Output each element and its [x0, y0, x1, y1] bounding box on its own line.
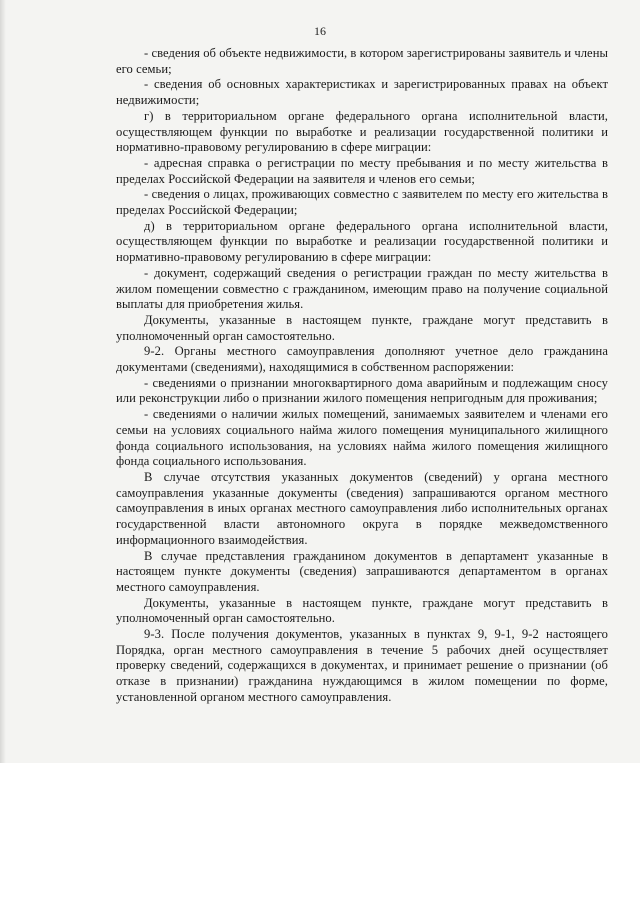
paragraph-1: - сведения об объекте недвижимости, в котором зарегистрированы заявитель и члены его семьи;: [116, 46, 608, 76]
body-text: [116, 46, 608, 706]
paragraph-6: д) в территориальном органе федерального органа исполнительной власти, осуществляющем функции по выработке и реализации государственной политики и нормативно-правовому регулированию в сфере миграции:: [116, 218, 608, 265]
paragraph-3: г) в территориальном органе федерального органа исполнительной власти, осуществляющем функции по выработке и реализации государственной политики и нормативно-правовому регулированию в сфере миграции:: [116, 108, 608, 155]
paragraph-10: - сведениями о признании многоквартирного дома аварийным и подлежащим сносу или реконструкции либо о признании жилого помещения непригодным для проживания;: [116, 375, 608, 406]
paragraph-7: - документ, содержащий сведения о регистрации граждан по месту жительства в жилом помещении совместно с гражданином, имеющим право на получение социальной выплаты для приобретения жилья.: [116, 265, 608, 312]
paragraph-15: 9-3. После получения документов, указанных в пунктах 9, 9-1, 9-2 настоящего Порядка, орган местного самоуправления в течение 5 рабочих дней осуществляет проверку сведений, содержащихся в документах, и принимает решение о признании (об отказе в признании) гражданина нуждающимся в жилом помещении по форме, установленной органом местного самоуправления.: [116, 627, 608, 704]
paragraph-14: Документы, указанные в настоящем пункте, граждане могут представить в уполномоченный орган самостоятельно.: [116, 595, 608, 626]
blank-area: [0, 763, 640, 905]
paragraph-8: Документы, указанные в настоящем пункте, граждане могут представить в уполномоченный орган самостоятельно.: [116, 312, 608, 343]
paragraph-11: - сведениями о наличии жилых помещений, занимаемых заявителем и членами его семьи на условиях социального найма жилого помещения муниципального жилищного фонда социального использования, на условиях найма жилого помещения жилищного фонда социального использования.: [116, 407, 608, 469]
paragraph-4: - адресная справка о регистрации по месту пребывания и по месту жительства в пределах Российской Федерации на заявителя и членов его семьи;: [116, 155, 608, 186]
scan-edge: [0, 0, 6, 763]
paragraph-2: - сведения об основных характеристиках и зарегистрированных правах на объект недвижимости;: [116, 77, 608, 108]
paragraph-9: 9-2. Органы местного самоуправления дополняют учетное дело гражданина документами (сведениями), находящимися в собственном распоряжении:: [116, 344, 608, 375]
paragraph-12: В случае отсутствия указанных документов (сведений) у органа местного самоуправления указанные документы (сведения) запрашиваются органом местного самоуправления в иных органах местного самоуправления либо исполнительных органах государственной власти автономного округа в порядке межведомственного информационного взаимодействия.: [116, 469, 608, 547]
paragraph-5: - сведения о лицах, проживающих совместно с заявителем по месту его жительства в пределах Российской Федерации;: [116, 187, 608, 218]
page-number: 16: [314, 24, 326, 38]
paragraph-13: В случае представления гражданином документов в департамент указанные в настоящем пункте документы (сведения) запрашиваются департаментом в органах местного самоуправления.: [116, 548, 608, 594]
